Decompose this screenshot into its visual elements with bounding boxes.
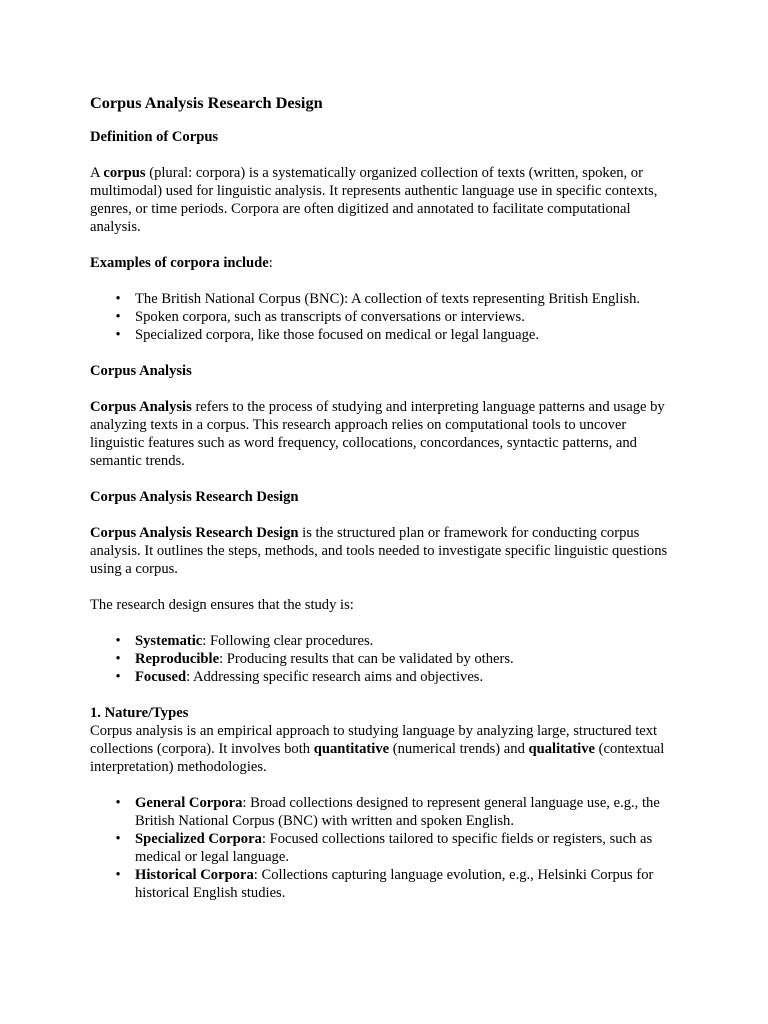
bullet-icon: •: [115, 291, 121, 307]
bullet-icon: •: [115, 651, 121, 667]
definition-term-corpus: corpus: [103, 165, 146, 181]
examples-list: [90, 290, 682, 344]
type-desc: : Focused collections tailored to specific fields or registers, such as medical or legal language.: [135, 831, 653, 865]
definition-paragraph: [90, 164, 682, 236]
corpus-types-list: [90, 794, 682, 902]
definition-text-rest: (plural: corpora) is a systematically organized collection of texts (written, spoken, or multimodal) used for linguistic analysis. It represents authentic language use in specific contexts, genres, or time periods. Corpora are often digitized and annotated to facilitate computational analysis.: [90, 165, 658, 235]
bullet-icon: •: [115, 669, 121, 685]
design-term: Corpus Analysis Research Design: [90, 525, 299, 541]
list-item: [90, 650, 682, 668]
quality-term: Focused: [135, 669, 187, 685]
list-item: [90, 290, 682, 308]
quality-desc: : Producing results that can be validated by others.: [219, 651, 514, 667]
quality-term: Systematic: [135, 633, 203, 649]
qualities-list: [90, 632, 682, 686]
list-item: [90, 794, 682, 830]
examples-intro: [90, 254, 682, 272]
analysis-paragraph: [90, 398, 682, 470]
bullet-icon: •: [115, 831, 121, 847]
bullet-icon: •: [115, 327, 121, 343]
nature-term-quantitative: quantitative: [313, 741, 390, 757]
design-ensures: The research design ensures that the study is:: [90, 597, 354, 613]
definition-text-start: A: [90, 165, 104, 181]
list-item: [90, 308, 682, 326]
quality-desc: : Following clear procedures.: [202, 633, 374, 649]
type-desc: : Collections capturing language evolution, e.g., Helsinki Corpus for historical English studies.: [135, 867, 654, 901]
bullet-icon: •: [115, 309, 121, 325]
section-heading-analysis: Corpus Analysis: [90, 363, 192, 379]
type-term: General Corpora: [135, 795, 243, 811]
type-desc: : Broad collections designed to represent general language use, e.g., the British National Corpus (BNC) with written and spoken English.: [135, 795, 660, 829]
design-text: is the structured plan or framework for conducting corpus analysis. It outlines the steps, methods, and tools needed to investigate specific linguistic questions using a corpus.: [90, 525, 668, 577]
document-body: [90, 93, 682, 920]
quality-desc: : Addressing specific research aims and objectives.: [186, 669, 484, 685]
type-term: Historical Corpora: [135, 867, 254, 883]
analysis-term: Corpus Analysis: [90, 399, 192, 415]
list-item: [90, 830, 682, 866]
bullet-icon: •: [115, 867, 121, 883]
nature-term-qualitative: qualitative: [528, 741, 596, 757]
list-item: [90, 326, 682, 344]
examples-colon: :: [268, 255, 273, 271]
nature-text-e: (contextual interpretation) methodologies.: [90, 741, 665, 775]
nature-text-a: Corpus analysis is an empirical approach to studying language by analyzing large, structured text collections (corpora). It involves both: [90, 723, 658, 757]
list-item-text: Specialized corpora, like those focused on medical or legal language.: [135, 327, 540, 343]
list-item: [90, 632, 682, 650]
examples-label: Examples of corpora include: [90, 255, 269, 271]
nature-text-c: (numerical trends) and: [389, 741, 529, 757]
section-heading-nature: 1. Nature/Types: [90, 705, 189, 721]
list-item-text: The British National Corpus (BNC): A collection of texts representing British English.: [135, 291, 641, 307]
design-paragraph: [90, 524, 682, 578]
section-heading-definition: Definition of Corpus: [90, 129, 219, 145]
list-item: [90, 866, 682, 902]
section-heading-design: Corpus Analysis Research Design: [90, 489, 299, 505]
bullet-icon: •: [115, 633, 121, 649]
bullet-icon: •: [115, 795, 121, 811]
type-term: Specialized Corpora: [135, 831, 262, 847]
list-item-text: Spoken corpora, such as transcripts of conversations or interviews.: [135, 309, 525, 325]
nature-paragraph: [90, 722, 682, 776]
document-title: Corpus Analysis Research Design: [90, 93, 323, 112]
quality-term: Reproducible: [135, 651, 220, 667]
list-item: [90, 668, 682, 686]
analysis-text: refers to the process of studying and interpreting language patterns and usage by analyzing texts in a corpus. This research approach relies on computational tools to uncover linguistic features such as word frequency, collocations, concordances, syntactic patterns, and semantic trends.: [90, 399, 665, 469]
